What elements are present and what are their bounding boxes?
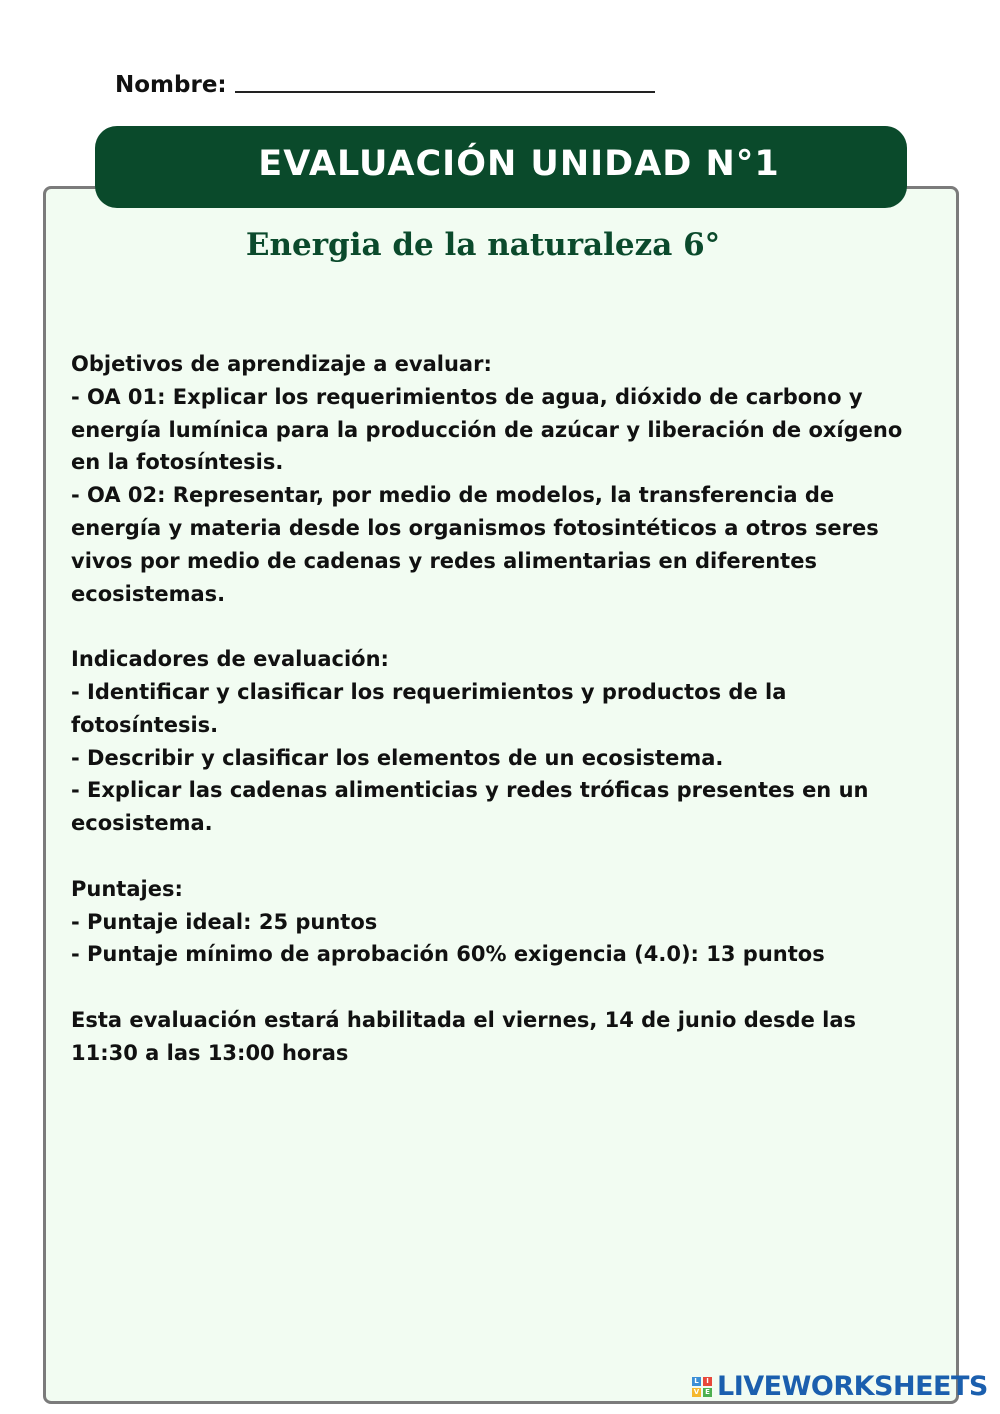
spacer <box>71 971 921 1004</box>
availability-text: Esta evaluación estará habilitada el viernes, 14 de junio desde las 11:30 a las 13:00 horas <box>71 1007 856 1065</box>
spacer <box>71 840 921 873</box>
indicator-item: - Identificar y clasificar los requerimientos y productos de la fotosíntesis. <box>71 679 787 737</box>
liveworksheets-brand <box>692 1371 988 1402</box>
indicator-item: - Describir y clasificar los elementos de un ecosistema. <box>71 745 724 770</box>
document-body <box>71 348 921 1070</box>
name-blank-line[interactable] <box>235 91 655 93</box>
objective-item: - OA 02: Representar, por medio de modelos, la transferencia de energía y materia desde los organismos fotosintéticos a otros seres vivos por medio de cadenas y redes alimentarias en diferentes ecosistemas. <box>71 483 879 606</box>
spacer <box>71 610 921 643</box>
page-subtitle: Energia de la naturaleza 6° <box>245 227 721 263</box>
liveworksheets-wordmark: LIVEWORKSHEETS <box>717 1371 988 1402</box>
liveworksheets-logo-icon: L I V E <box>692 1377 712 1397</box>
name-label: Nombre: <box>115 72 227 98</box>
indicators-heading: Indicadores de evaluación: <box>71 647 389 672</box>
title-banner <box>95 126 907 208</box>
scores-heading: Puntajes: <box>71 876 183 901</box>
name-row <box>115 72 655 98</box>
score-item: - Puntaje mínimo de aprobación 60% exigencia (4.0): 13 puntos <box>71 942 825 967</box>
score-item: - Puntaje ideal: 25 puntos <box>71 909 378 934</box>
indicator-item: - Explicar las cadenas alimenticias y redes tróficas presentes en un ecosistema. <box>71 778 869 836</box>
objectives-heading: Objetivos de aprendizaje a evaluar: <box>71 352 492 376</box>
objective-item: - OA 01: Explicar los requerimientos de agua, dióxido de carbono y energía lumínica para la producción de azúcar y liberación de oxígeno en la fotosíntesis. <box>71 384 903 475</box>
page-title: EVALUACIÓN UNIDAD N°1 <box>258 144 780 184</box>
